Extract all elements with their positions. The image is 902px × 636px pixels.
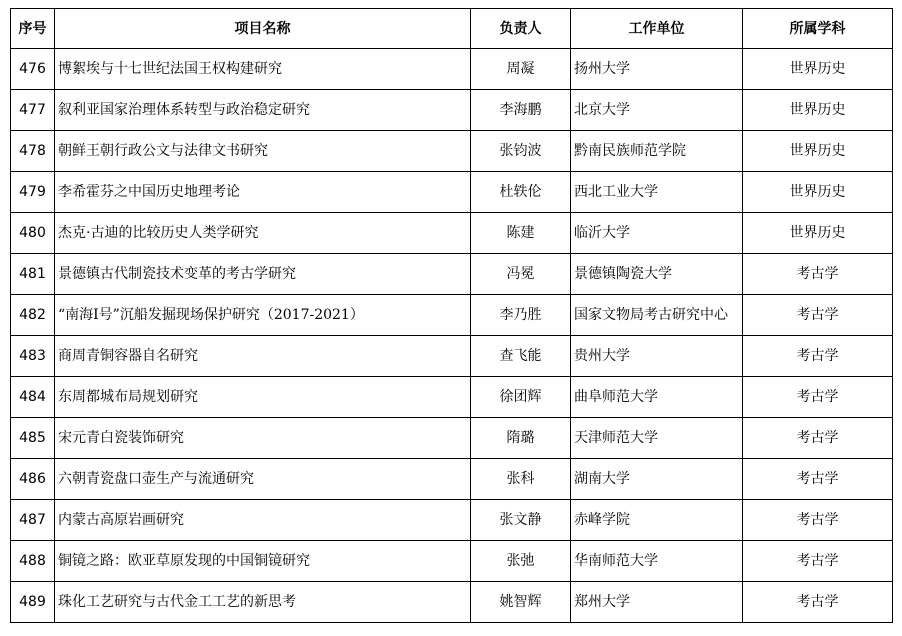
cell-leader: 张文静: [471, 500, 571, 541]
cell-subject: 世界历史: [743, 172, 893, 213]
cell-project-name: 朝鲜王朝行政公文与法律文书研究: [55, 131, 471, 172]
header-leader: 负责人: [471, 9, 571, 49]
cell-no: 478: [11, 131, 55, 172]
cell-project-name: 东周都城布局规划研究: [55, 377, 471, 418]
cell-unit: 赤峰学院: [571, 500, 743, 541]
cell-no: 482: [11, 295, 55, 336]
cell-subject: 考古学: [743, 541, 893, 582]
cell-leader: 张弛: [471, 541, 571, 582]
cell-unit: 湖南大学: [571, 459, 743, 500]
cell-unit: 北京大学: [571, 90, 743, 131]
cell-project-name: 珠化工艺研究与古代金工工艺的新思考: [55, 582, 471, 623]
cell-unit: 郑州大学: [571, 582, 743, 623]
cell-subject: 考古学: [743, 254, 893, 295]
cell-subject: 考古学: [743, 500, 893, 541]
cell-leader: 周凝: [471, 49, 571, 90]
project-table: [10, 8, 893, 623]
cell-subject: 世界历史: [743, 49, 893, 90]
cell-project-name: 内蒙古高原岩画研究: [55, 500, 471, 541]
header-row: [11, 9, 893, 49]
table-row: [11, 336, 893, 377]
cell-unit: 华南师范大学: [571, 541, 743, 582]
cell-no: 483: [11, 336, 55, 377]
cell-unit: 扬州大学: [571, 49, 743, 90]
table-row: [11, 49, 893, 90]
cell-no: 487: [11, 500, 55, 541]
table-row: [11, 254, 893, 295]
header-name: 项目名称: [55, 9, 471, 49]
table-row: [11, 90, 893, 131]
cell-leader: 查飞能: [471, 336, 571, 377]
cell-unit: 天津师范大学: [571, 418, 743, 459]
cell-no: 489: [11, 582, 55, 623]
cell-unit: 景德镇陶瓷大学: [571, 254, 743, 295]
cell-unit: 西北工业大学: [571, 172, 743, 213]
cell-leader: 隋璐: [471, 418, 571, 459]
cell-leader: 徐团辉: [471, 377, 571, 418]
cell-leader: 杜轶伦: [471, 172, 571, 213]
table-body: [11, 49, 893, 623]
cell-no: 479: [11, 172, 55, 213]
cell-project-name: 叙利亚国家治理体系转型与政治稳定研究: [55, 90, 471, 131]
cell-no: 488: [11, 541, 55, 582]
cell-leader: 李乃胜: [471, 295, 571, 336]
table-row: [11, 459, 893, 500]
cell-leader: 李海鹏: [471, 90, 571, 131]
cell-leader: 张科: [471, 459, 571, 500]
cell-subject: 考古学: [743, 295, 893, 336]
cell-leader: 姚智辉: [471, 582, 571, 623]
cell-subject: 世界历史: [743, 90, 893, 131]
cell-no: 477: [11, 90, 55, 131]
cell-unit: 曲阜师范大学: [571, 377, 743, 418]
cell-project-name: 杰克·古迪的比较历史人类学研究: [55, 213, 471, 254]
cell-project-name: 景德镇古代制瓷技术变革的考古学研究: [55, 254, 471, 295]
cell-unit: 国家文物局考古研究中心: [571, 295, 743, 336]
cell-project-name: 铜镜之路：欧亚草原发现的中国铜镜研究: [55, 541, 471, 582]
cell-project-name: 六朝青瓷盘口壶生产与流通研究: [55, 459, 471, 500]
table-row: [11, 295, 893, 336]
cell-project-name: 商周青铜容器自名研究: [55, 336, 471, 377]
header-unit: 工作单位: [571, 9, 743, 49]
cell-project-name: 宋元青白瓷装饰研究: [55, 418, 471, 459]
cell-subject: 考古学: [743, 418, 893, 459]
table-row: [11, 213, 893, 254]
table-row: [11, 418, 893, 459]
table-row: [11, 172, 893, 213]
cell-unit: 临沂大学: [571, 213, 743, 254]
cell-leader: 陈建: [471, 213, 571, 254]
cell-subject: 世界历史: [743, 131, 893, 172]
cell-no: 484: [11, 377, 55, 418]
cell-unit: 黔南民族师范学院: [571, 131, 743, 172]
table-row: [11, 131, 893, 172]
table-row: [11, 377, 893, 418]
cell-no: 481: [11, 254, 55, 295]
header-subject: 所属学科: [743, 9, 893, 49]
header-no: 序号: [11, 9, 55, 49]
cell-project-name: 李希霍芬之中国历史地理考论: [55, 172, 471, 213]
cell-subject: 世界历史: [743, 213, 893, 254]
cell-no: 486: [11, 459, 55, 500]
table-row: [11, 582, 893, 623]
cell-project-name: 博絮埃与十七世纪法国王权构建研究: [55, 49, 471, 90]
table-row: [11, 541, 893, 582]
cell-subject: 考古学: [743, 582, 893, 623]
cell-subject: 考古学: [743, 377, 893, 418]
table-row: [11, 500, 893, 541]
cell-subject: 考古学: [743, 459, 893, 500]
cell-no: 485: [11, 418, 55, 459]
cell-subject: 考古学: [743, 336, 893, 377]
cell-no: 476: [11, 49, 55, 90]
cell-leader: 冯冕: [471, 254, 571, 295]
cell-no: 480: [11, 213, 55, 254]
cell-leader: 张钧波: [471, 131, 571, 172]
cell-project-name: “南海I号”沉船发掘现场保护研究（2017-2021）: [55, 295, 471, 336]
cell-unit: 贵州大学: [571, 336, 743, 377]
